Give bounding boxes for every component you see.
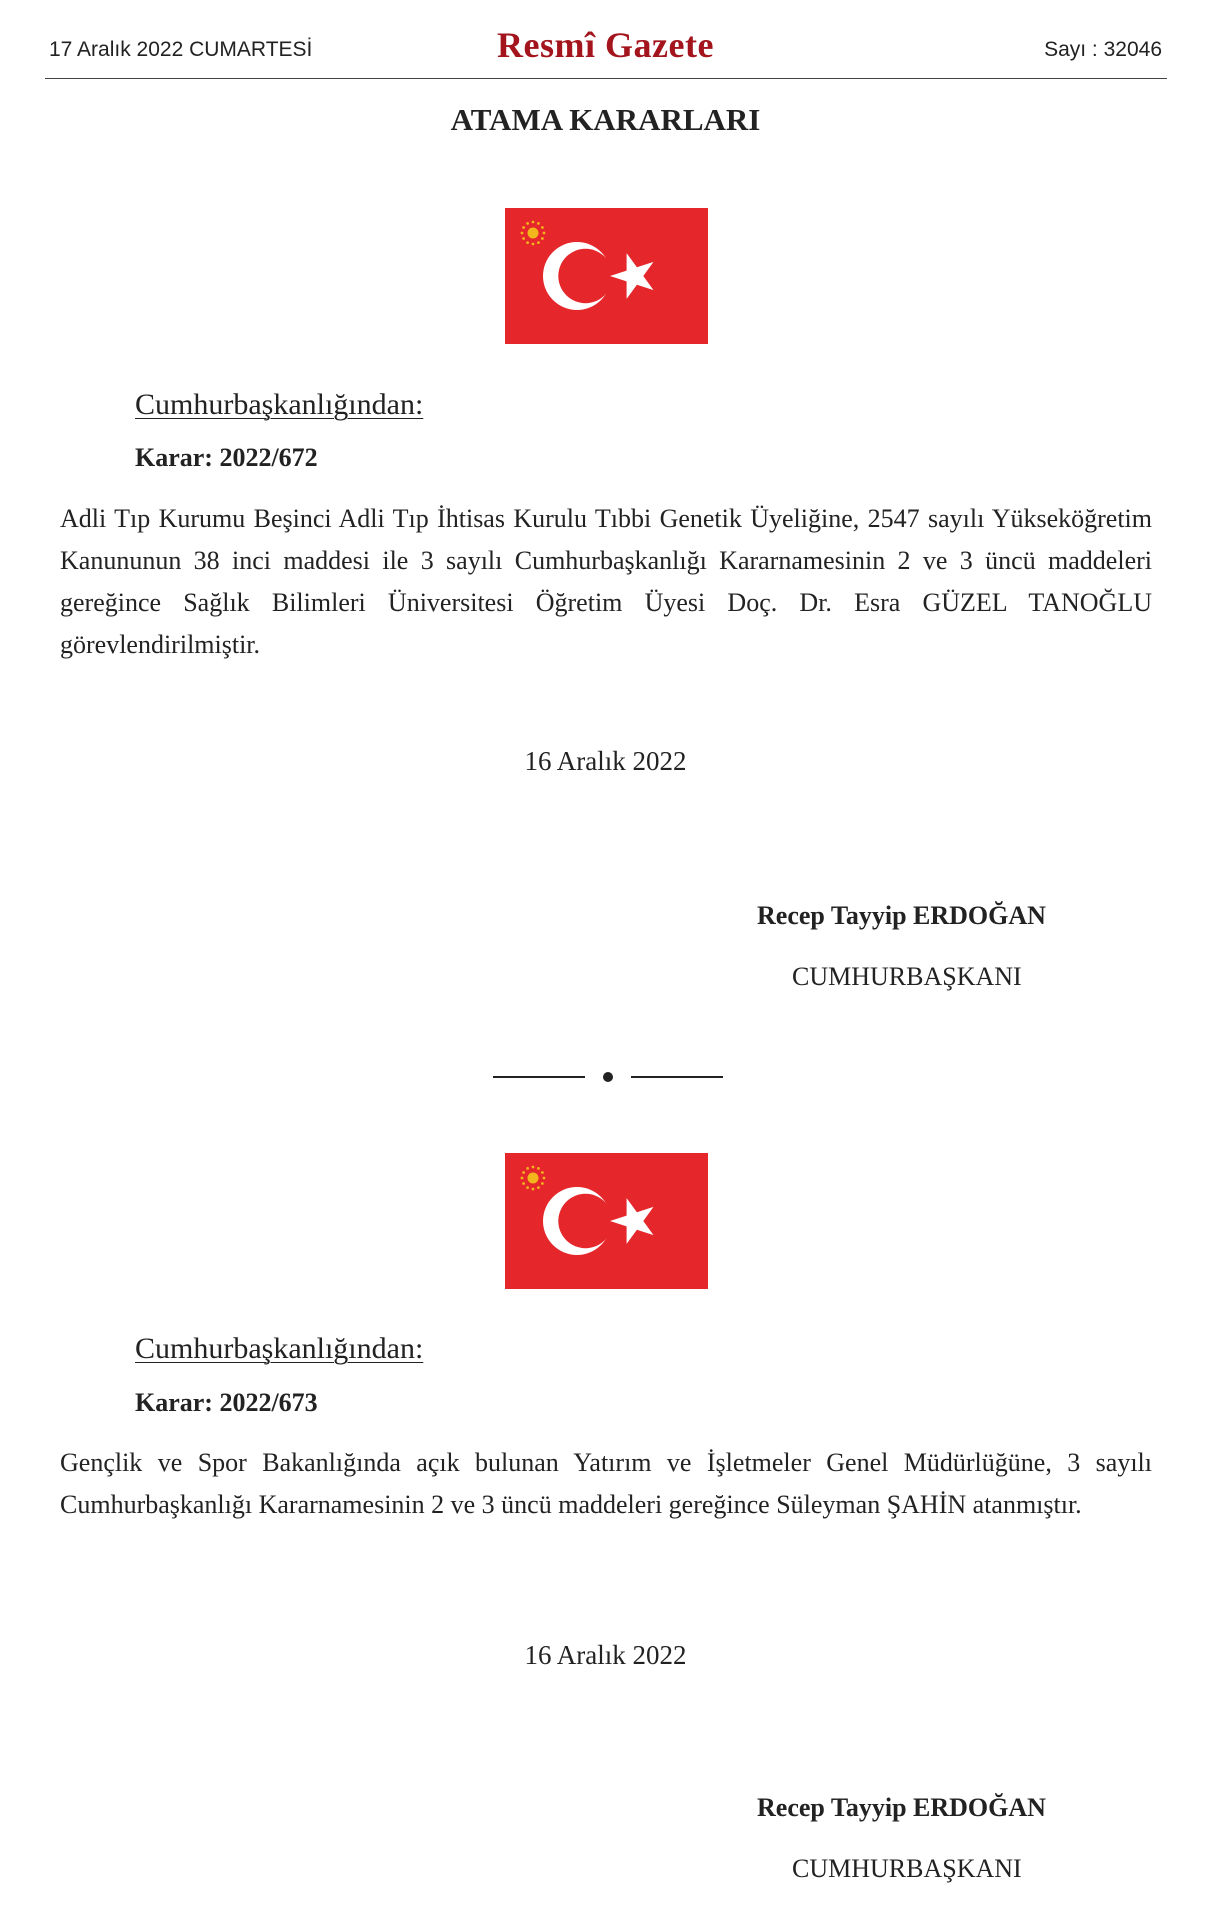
- decree-body: Gençlik ve Spor Bakanlığında açık bulunan Yatırım ve İşletmeler Genel Müdürlüğüne, 3 sayılı Cumhurbaşkanlığı Kararnamesinin 2 ve 3 üncü maddeleri gereğince Süleyman ŞAHİN atanmıştır.: [60, 1448, 1152, 1519]
- decree-date: 16 Aralık 2022: [524, 746, 687, 776]
- signer-name: Recep Tayyip ERDOĞAN: [757, 901, 1046, 930]
- signer-title: CUMHURBAŞKANI: [792, 1854, 1022, 1883]
- decree-number: Karar: 2022/673: [135, 1388, 318, 1417]
- signer-name: Recep Tayyip ERDOĞAN: [757, 1793, 1046, 1822]
- turkish-flag-emblem-icon: [505, 208, 708, 344]
- gazette-title: Resmî Gazete: [497, 25, 714, 65]
- decree-authority: Cumhurbaşkanlığından:: [135, 1332, 424, 1365]
- section-title: ATAMA KARARLARI: [450, 102, 761, 137]
- decree-body: Adli Tıp Kurumu Beşinci Adli Tıp İhtisas Kurulu Tıbbi Genetik Üyeliğine, 2547 sayılı Yükseköğretim Kanununun 38 inci maddesi ile 3 sayılı Cumhurbaşkanlığı Kararnamesinin 2 ve 3 üncü maddeleri gereğince Sağlık Bilimleri Üniversitesi Öğretim Üyesi Doç. Dr. Esra GÜZEL TANOĞLU görevlendirilmiştir.: [60, 504, 1152, 659]
- issue-number: Sayı : 32046: [1044, 38, 1162, 61]
- decree-authority: Cumhurbaşkanlığından:: [135, 388, 424, 421]
- decree-date: 16 Aralık 2022: [524, 1640, 687, 1670]
- decree-number: Karar: 2022/672: [135, 443, 318, 472]
- signer-title: CUMHURBAŞKANI: [792, 962, 1022, 991]
- turkish-flag-emblem-icon: [505, 1153, 708, 1289]
- issue-date: 17 Aralık 2022 CUMARTESİ: [49, 38, 313, 61]
- decree-separator: [493, 1067, 723, 1087]
- header-divider: [45, 78, 1167, 79]
